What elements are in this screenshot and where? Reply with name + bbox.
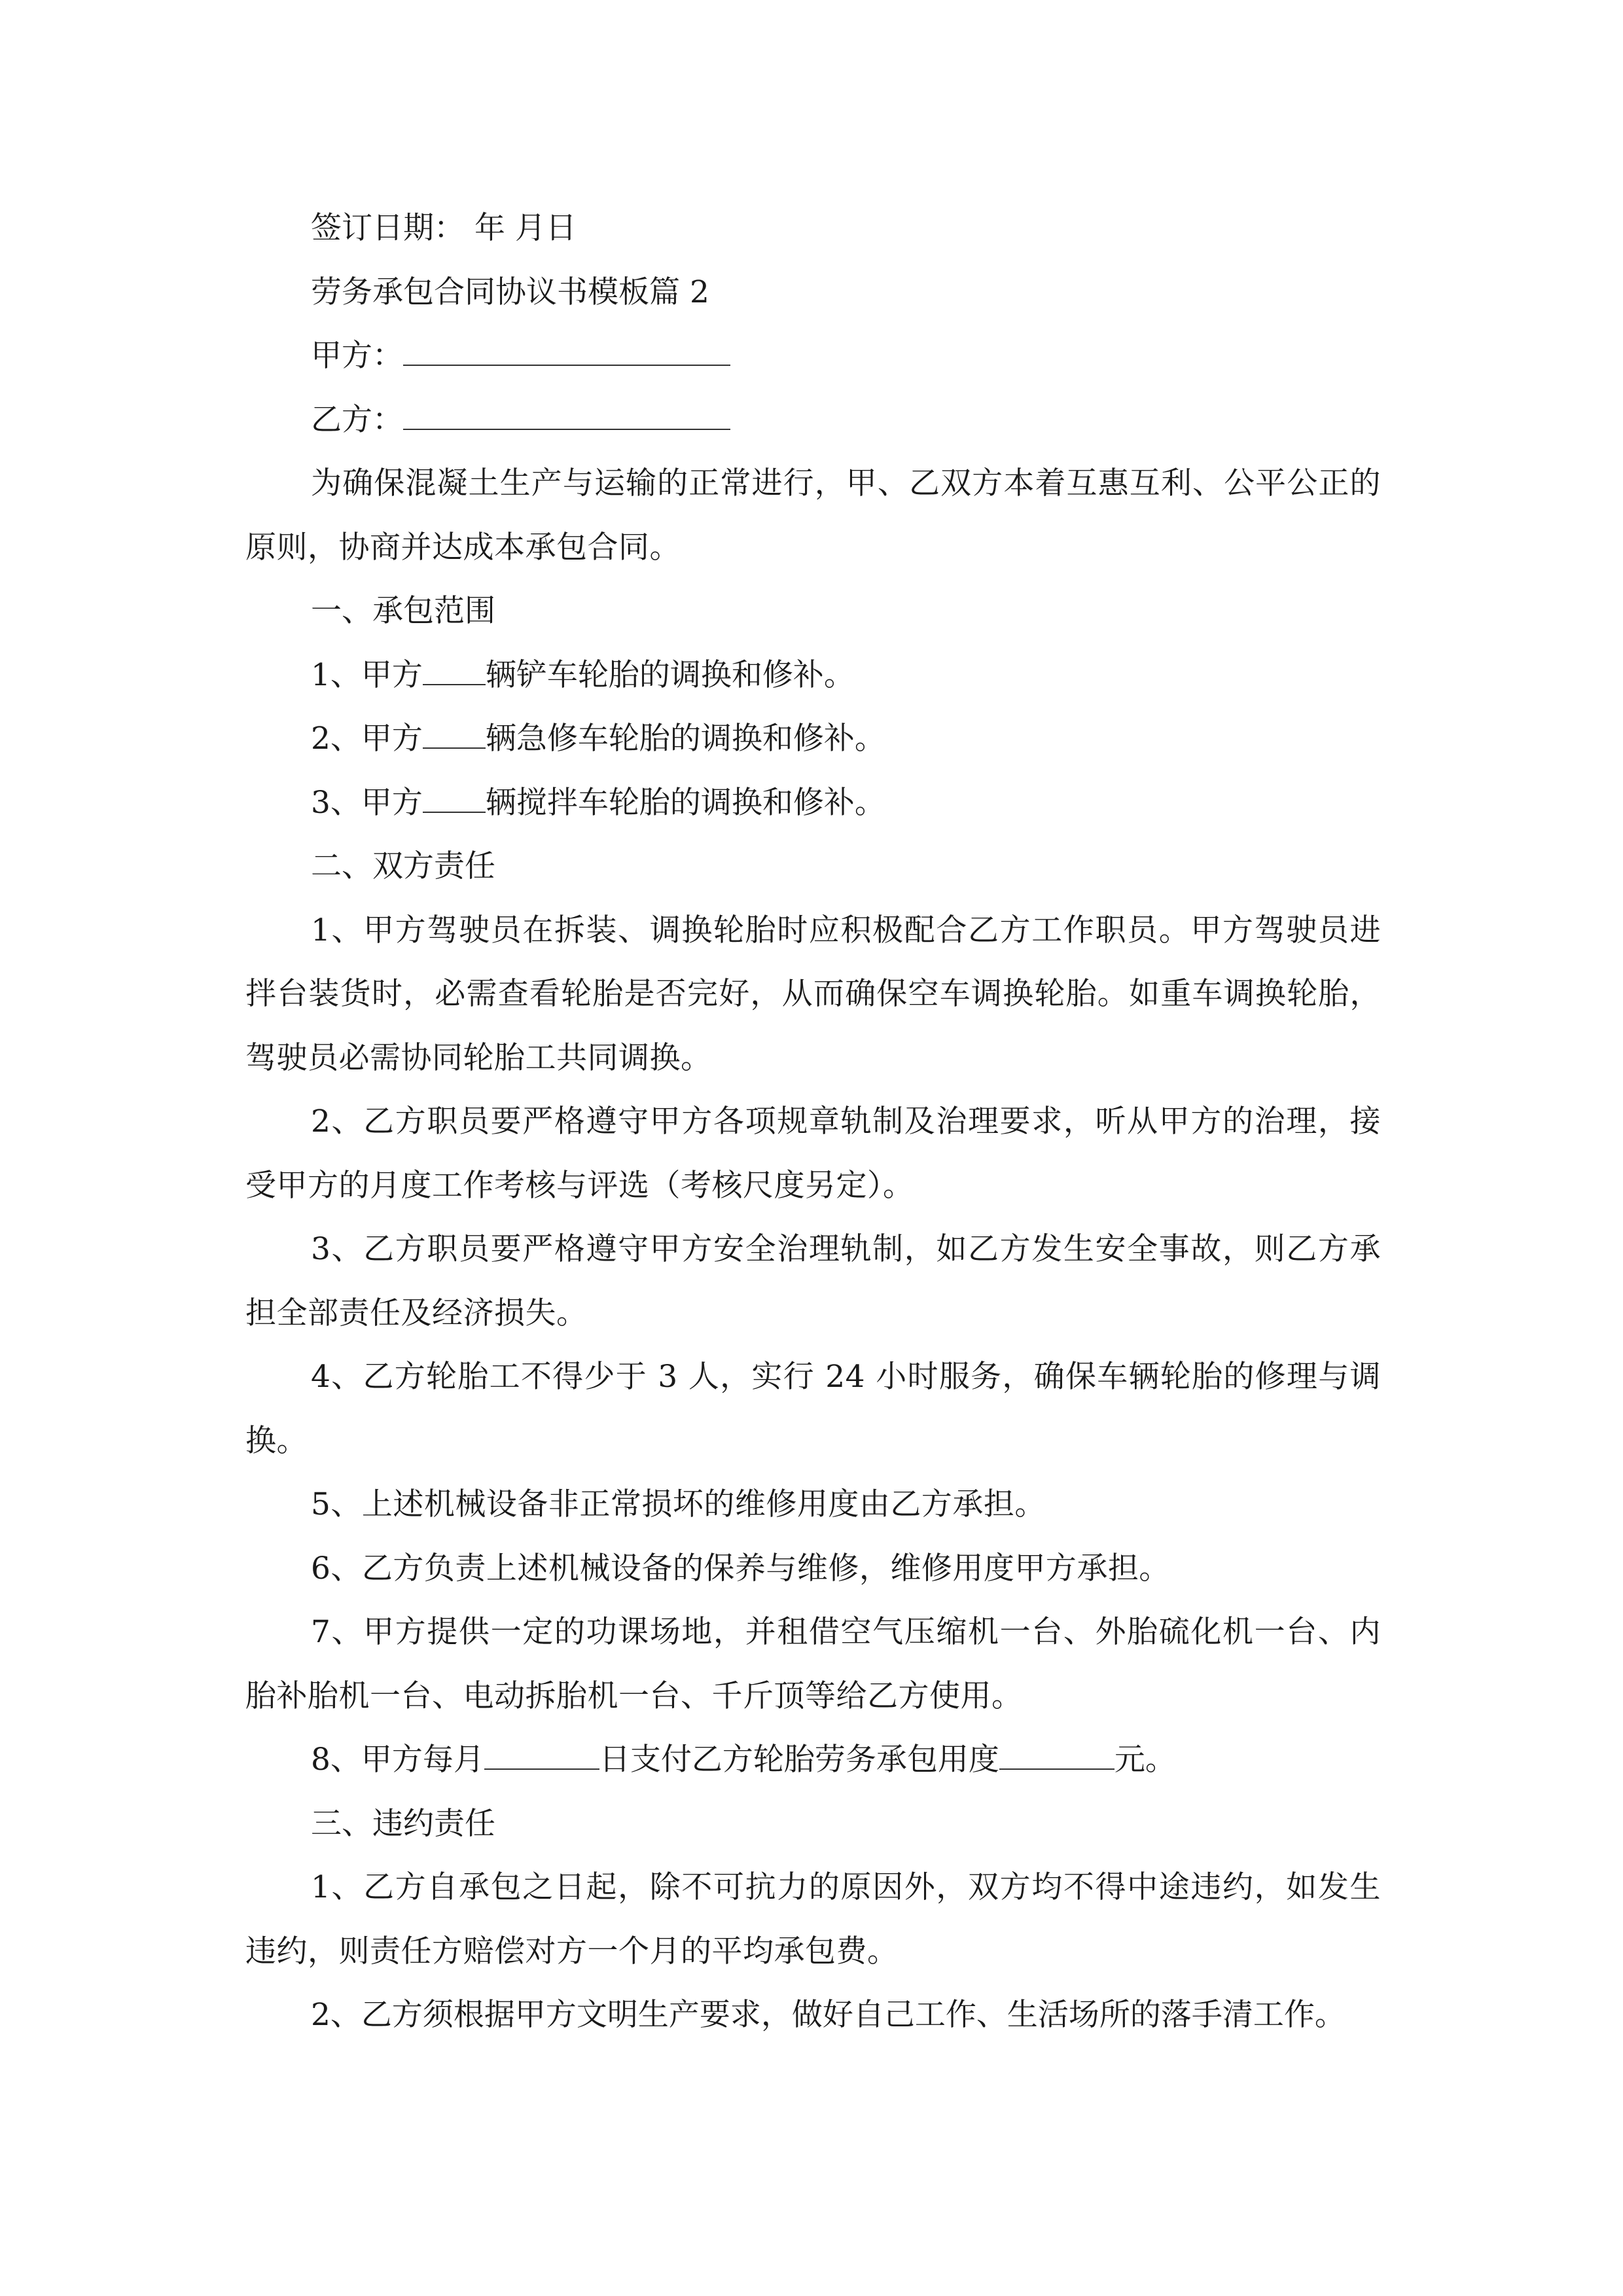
- section2-item: 2、乙方职员要严格遵守甲方各项规章轨制及治理要求，听从甲方的治理，接受甲方的月度工作考核与评选（考核尺度另定）。: [245, 1103, 1381, 1204]
- item-text: 辆急修车轮胎的调换和修补。: [485, 721, 885, 757]
- section2-item: 6、乙方负责上述机械设备的保养与维修，维修用度甲方承担。: [311, 1550, 1170, 1587]
- item-prefix: 1、甲方: [311, 656, 423, 693]
- day-blank: [484, 1741, 599, 1770]
- section3-item: 1、乙方自承包之日起，除不可抗力的原因外，双方均不得中途违约，如发生违约，则责任方赔偿对方一个月的平均承包费。: [245, 1869, 1381, 1969]
- section1-item: [245, 643, 1381, 708]
- item-text: 辆搅拌车轮胎的调换和修补。: [485, 784, 885, 821]
- party-b-line: [245, 388, 1381, 452]
- item-prefix: 8、甲方每月: [311, 1742, 484, 1778]
- section2-item: 5、上述机械设备非正常损坏的维修用度由乙方承担。: [311, 1486, 1046, 1522]
- party-b-label: 乙方：: [311, 401, 403, 438]
- section1-item: [245, 771, 1381, 835]
- section3-item: 2、乙方须根据甲方文明生产要求，做好自己工作、生活场所的落手清工作。: [311, 1997, 1346, 2033]
- sign-date: 签订日期： 年 月日: [311, 210, 577, 246]
- party-a-line: [245, 324, 1381, 388]
- item-text: 日支付乙方轮胎劳务承包用度: [599, 1742, 999, 1778]
- intro-paragraph: 为确保混凝土生产与运输的正常进行，甲、乙双方本着互惠互利、公平公正的原则，协商并达成本承包合同。: [245, 465, 1381, 565]
- fill-blank: [423, 720, 486, 749]
- item-prefix: 2、甲方: [311, 721, 423, 757]
- item-prefix: 3、甲方: [311, 784, 423, 821]
- fill-blank: [423, 783, 486, 812]
- section2-item: 3、乙方职员要严格遵守甲方安全治理轨制，如乙方发生安全事故，则乙方承担全部责任及经济损失。: [245, 1231, 1381, 1331]
- section3-heading: 三、违约责任: [311, 1805, 495, 1842]
- document-title: 劳务承包合同协议书模板篇 2: [311, 274, 709, 310]
- section1-heading: 一、承包范围: [311, 593, 495, 629]
- party-b-blank: [403, 401, 730, 429]
- party-a-label: 甲方：: [311, 338, 403, 374]
- section2-heading: 二、双方责任: [311, 848, 495, 884]
- party-a-blank: [403, 337, 730, 366]
- item-text: 辆铲车轮胎的调换和修补。: [485, 656, 855, 693]
- section2-item: 1、甲方驾驶员在拆装、调换轮胎时应积极配合乙方工作职员。甲方驾驶员进拌台装货时，必需查看轮胎是否完好，从而确保空车调换轮胎。如重车调换轮胎，驾驶员必需协同轮胎工共同调换。: [245, 912, 1381, 1076]
- amount-blank: [999, 1741, 1115, 1770]
- section2-item: 4、乙方轮胎工不得少于 3 人，实行 24 小时服务，确保车辆轮胎的修理与调换。: [245, 1359, 1381, 1459]
- section1-item: [245, 707, 1381, 771]
- section2-item: 7、甲方提供一定的功课场地，并租借空气压缩机一台、外胎硫化机一台、内胎补胎机一台、电动拆胎机一台、千斤顶等给乙方使用。: [245, 1614, 1381, 1714]
- document-page: [245, 196, 1381, 2047]
- fill-blank: [423, 656, 486, 685]
- section2-item-8: [245, 1728, 1381, 1792]
- item-suffix: 元。: [1114, 1742, 1176, 1778]
